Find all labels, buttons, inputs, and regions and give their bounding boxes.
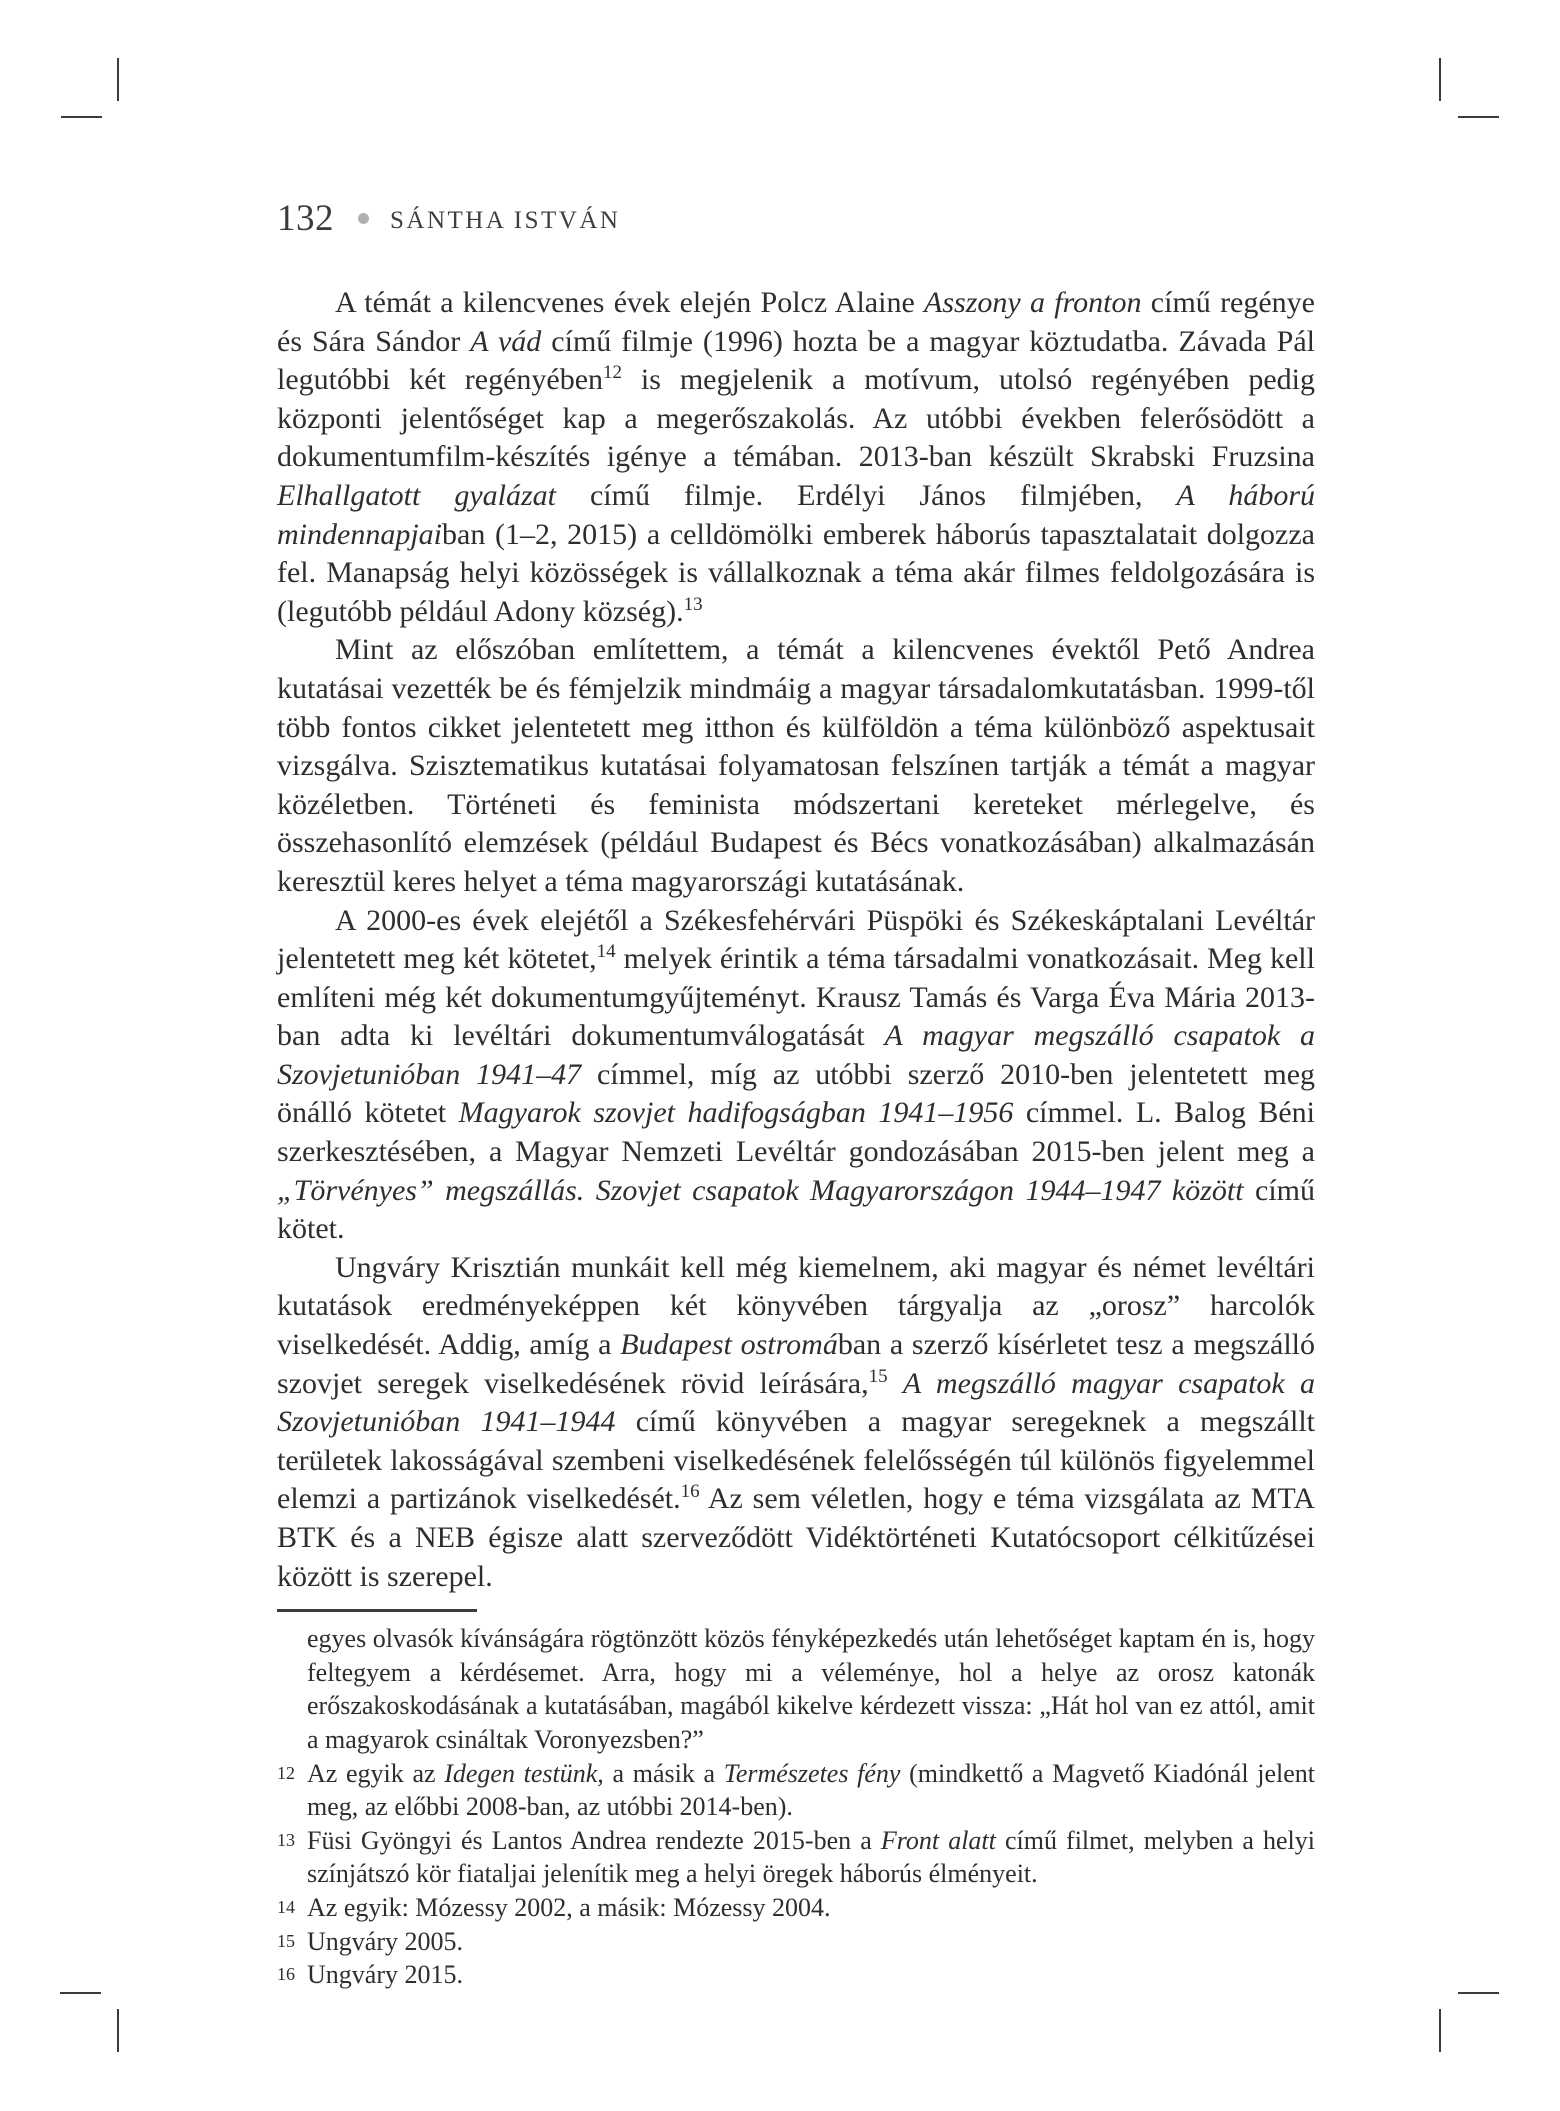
footnote-text [307, 1893, 831, 1922]
footnote-text [307, 1759, 1315, 1822]
footnote-item [277, 1757, 1315, 1824]
footnote-reference: 12 [603, 362, 623, 384]
text-run: ban (1–2, 2015) a celldömölki emberek háborús tapasztalatait dolgozza fel. Manapság helyi közösségek is vállalkoznak a téma akár filmes feldolgozására is (legutóbb például Adony község). [277, 517, 1315, 628]
footnote-number: 13 [277, 1829, 295, 1850]
text-run: is megjelenik a motívum, utolsó regényében pedig központi jelentőséget kap a megerőszakolás. Az utóbbi években felerősödött a dokumentumfilm-készítés igénye a témában. 2013-ban készült Skrabski Fruzsina [277, 363, 1315, 474]
text-run: című regénye és Sára Sándor [277, 286, 1316, 358]
text-run: Ungváry 2005. [307, 1926, 463, 1956]
paragraph [277, 902, 1315, 1249]
text-column [277, 198, 1316, 1992]
crop-mark-top-right-vertical [1439, 58, 1441, 101]
footnote-item [277, 1925, 1315, 1959]
text-run: A 2000-es évek elejétől a Székesfehérvári Püspöki és Székeskáptalani Levéltár jelentetett meg két kötetet, [277, 903, 1315, 976]
text-run: című kötet. [277, 1173, 1315, 1246]
italic-title: Front alatt [880, 1825, 996, 1855]
paragraph [277, 284, 1315, 631]
footnote-reference: 16 [680, 1481, 700, 1503]
text-run: Az sem véletlen, hogy e téma vizsgálata az MTA BTK és a NEB égisze alatt szerveződött Vidéktörténeti Kutatócsoport célkitűzései között is szerepel. [277, 1482, 1315, 1593]
footnote-item [277, 1958, 1315, 1992]
text-run: Ungváry Krisztián munkáit kell még kiemelnem, aki magyar és német levéltári kutatások eredményeképpen két könyvében tárgyalja az „orosz” harcolók viselkedését. Addig, amíg a [277, 1250, 1315, 1362]
footnote-list [277, 1757, 1315, 1992]
footnote-continuation [307, 1622, 1315, 1756]
crop-mark-bottom-left-vertical [117, 2009, 119, 2052]
text-run: című filmet, melyben a helyi színjátszó kör fiataljai jelenítik meg a helyi öregek háborús élményeit. [307, 1825, 1315, 1889]
italic-title: Elhallgatott gyalázat [277, 478, 556, 512]
text-run: Mint az előszóban említettem, a témát a kilencvenes évektől Pető Andrea kutatásai vezették be és fémjelzik mindmáig a magyar társadalomkutatásban. 1999-től több fontos cikket jelentetett meg itthon és külföldön a téma különböző aspektusait vizsgálva. Szisztematikus kutatásai folyamatosan felszínen tartják a témát a magyar közéletben. Történeti és feminista módszertani kereteket mérlegelve, és összehasonlító elemzések (például Budapest és Bécs vonatkozásában) alkalmazásán keresztül keres helyet a téma magyarországi kutatásának. [277, 633, 1315, 898]
text-run: ban a szerző kísérletet tesz a megszálló szovjet seregek viselkedésének rövid leírására, [277, 1328, 1316, 1400]
footnote-reference: 13 [683, 593, 703, 615]
italic-title: „Törvényes” megszállás. Szovjet csapatok Magyarországon 1944–1947 között [277, 1173, 1244, 1207]
footnote-reference: 14 [596, 941, 616, 963]
italic-title: Magyarok szovjet hadifogságban 1941–1956 [458, 1096, 1014, 1130]
footnote-text [307, 1960, 463, 1989]
italic-title: Természetes fény [723, 1758, 901, 1788]
crop-mark-bottom-right-vertical [1439, 2009, 1441, 2052]
italic-title: A megszálló magyar csapatok a Szovjetunióban 1941–1944 [277, 1366, 1315, 1439]
footnote-number: 15 [277, 1930, 295, 1951]
italic-title: A magyar megszálló csapatok a Szovjetunióban 1941–47 [277, 1019, 1315, 1091]
text-run: (mindkettő a Magvető Kiadónál jelent meg, az előbbi 2008-ban, az utóbbi 2014-ben). [307, 1758, 1315, 1822]
footnote-separator-rule [277, 1609, 477, 1612]
text-run: Ungváry 2015. [307, 1960, 463, 1990]
body-paragraphs [277, 284, 1315, 1596]
crop-mark-top-left-vertical [117, 58, 119, 101]
text-run: címmel. L. Balog Béni szerkesztésében, a Magyar Nemzeti Levéltár gondozásában 2015-ben jelent meg a [277, 1096, 1315, 1169]
italic-title: Budapest ostromá [620, 1328, 838, 1362]
italic-title: A vád [470, 324, 542, 358]
page-number: 132 [277, 198, 334, 239]
footnote-number: 16 [277, 1964, 295, 1985]
crop-mark-top-left-horizontal [61, 116, 102, 118]
footnote-number: 12 [277, 1762, 295, 1783]
crop-mark-bottom-right-horizontal [1458, 1992, 1499, 1994]
text-run: című könyvében a magyar seregeknek a megszállt területek lakosságával szembeni viselkedésének felelősségén túl különös figyelemmel elemzi a partizánok viselkedését. [277, 1405, 1316, 1516]
crop-mark-bottom-left-horizontal [60, 1992, 101, 1994]
text-run: a másik a [603, 1758, 724, 1788]
footnote-item [277, 1824, 1315, 1891]
text-run: című filmje (1996) hozta be a magyar köztudatba. Závada Pál legutóbbi két regényében [277, 324, 1315, 397]
footnote-text [307, 1826, 1315, 1889]
footnote-item [277, 1891, 1315, 1925]
footnote-number: 14 [277, 1896, 295, 1917]
footnote-text [307, 1927, 463, 1956]
italic-title: A háború mindennapjai [277, 478, 1316, 551]
crop-mark-top-right-horizontal [1458, 116, 1499, 118]
text-run: című filmje. Erdélyi János filmjében, [556, 478, 1177, 512]
text-run: egyes olvasók kívánságára rögtönzött közös fényképezkedés után lehetőséget kaptam én is, hogy feltegyem a kérdésemet. Arra, hogy mi a véleménye, hol a helye az orosz katonák erőszakoskodásának a kutatásában, magából kikelve kérdezett vissza: „Hát hol van ez attól, amit a magyarok csináltak Voronyezsben?” [307, 1624, 1315, 1754]
paragraph [277, 1249, 1315, 1596]
footnote-reference: 15 [868, 1365, 888, 1387]
text-run: Az egyik az [307, 1758, 445, 1788]
footnotes-section [277, 1622, 1315, 1992]
text-run: Füsi Gyöngyi és Lantos Andrea rendezte 2015-ben a [307, 1825, 881, 1855]
text-run: A témát a kilencvenes évek elején Polcz Alaine [335, 286, 925, 319]
italic-title: Idegen testünk, [444, 1758, 604, 1788]
text-run [888, 1367, 903, 1400]
running-header-author: SÁNTHA ISTVÁN [390, 207, 621, 234]
text-run: címmel, míg az utóbbi szerző 2010-ben jelentetett meg önálló kötetet [277, 1057, 1316, 1130]
text-run: Az egyik: Mózessy 2002, a másik: Mózessy 2004. [307, 1892, 831, 1922]
paragraph [277, 631, 1315, 901]
text-run: melyek érintik a téma társadalmi vonatkozásait. Meg kell említeni még két dokumentumgyűjteményt. Krausz Tamás és Varga Éva Mária 2013-ban adta ki levéltári dokumentumválogatását [277, 942, 1315, 1053]
header-bullet-icon [358, 213, 369, 224]
page-header [277, 198, 1315, 239]
italic-title: Asszony a fronton [924, 286, 1142, 319]
